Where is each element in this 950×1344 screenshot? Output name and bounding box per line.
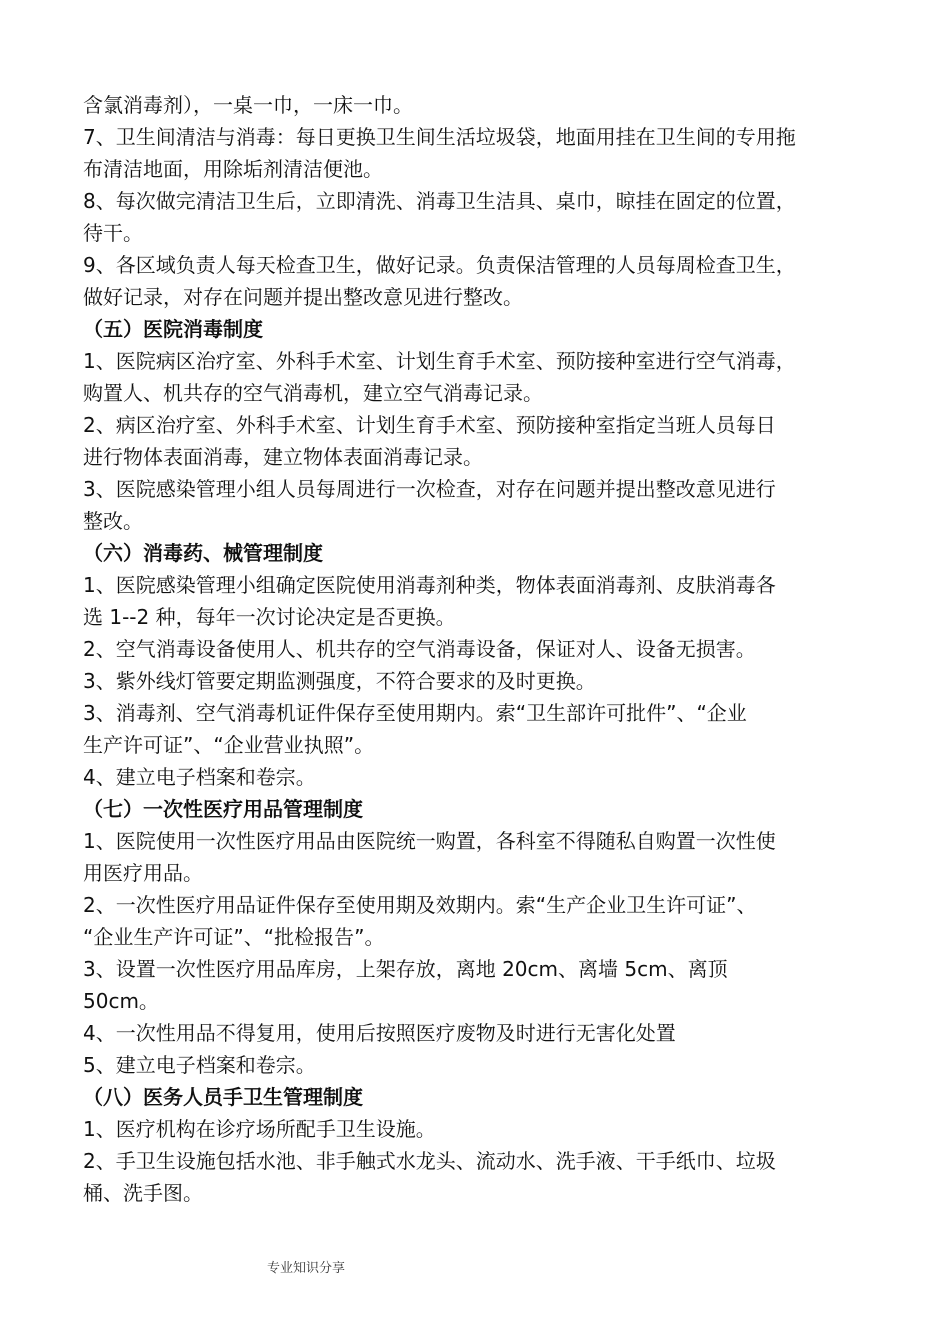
paragraph-line: 用医疗用品。 <box>83 861 203 885</box>
paragraph-line: 9、各区域负责人每天检查卫生，做好记录。负责保洁管理的人员每周检查卫生， <box>83 253 796 277</box>
paragraph-line: 3、消毒剂、空气消毒机证件保存至使用期内。索“卫生部许可批件”、“企业 <box>83 701 747 725</box>
paragraph <box>83 473 873 537</box>
section-heading <box>83 537 873 569</box>
paragraph <box>83 1049 873 1081</box>
paragraph-line: 整改。 <box>83 509 143 533</box>
paragraph <box>83 185 873 249</box>
paragraph-line: 1、医院使用一次性医疗用品由医院统一购置，各科室不得随私自购置一次性使 <box>83 829 776 853</box>
paragraph-line: “企业生产许可证”、“批检报告”。 <box>83 925 385 949</box>
paragraph-line: 8、每次做完清洁卫生后，立即清洗、消毒卫生洁具、桌巾，晾挂在固定的位置， <box>83 189 796 213</box>
paragraph-line: 含氯消毒剂），一桌一巾，一床一巾。 <box>83 93 413 117</box>
paragraph-line: 7、卫生间清洁与消毒：每日更换卫生间生活垃圾袋，地面用挂在卫生间的专用拖 <box>83 125 796 149</box>
paragraph-line: 布清洁地面，用除垢剂清洁便池。 <box>83 157 383 181</box>
paragraph <box>83 697 873 761</box>
paragraph <box>83 89 873 121</box>
paragraph <box>83 825 873 889</box>
heading-text: （八）医务人员手卫生管理制度 <box>83 1085 363 1109</box>
heading-text: （五）医院消毒制度 <box>83 317 263 341</box>
paragraph <box>83 953 873 1017</box>
paragraph-line: 3、医院感染管理小组人员每周进行一次检查，对存在问题并提出整改意见进行 <box>83 477 776 501</box>
paragraph-line: 1、医院病区治疗室、外科手术室、计划生育手术室、预防接种室进行空气消毒， <box>83 349 796 373</box>
section-heading <box>83 313 873 345</box>
heading-text: （七）一次性医疗用品管理制度 <box>83 797 363 821</box>
paragraph <box>83 1113 873 1145</box>
paragraph-line: 2、手卫生设施包括水池、非手触式水龙头、流动水、洗手液、干手纸巾、垃圾 <box>83 1149 776 1173</box>
paragraph <box>83 409 873 473</box>
paragraph <box>83 889 873 953</box>
paragraph <box>83 1145 873 1209</box>
paragraph-line: 选 1--2 种，每年一次讨论决定是否更换。 <box>83 605 456 629</box>
paragraph-line: 50cm。 <box>83 989 159 1013</box>
paragraph-line: 1、医疗机构在诊疗场所配手卫生设施。 <box>83 1117 436 1141</box>
paragraph <box>83 633 873 665</box>
paragraph-line: 2、一次性医疗用品证件保存至使用期及效期内。索“生产企业卫生许可证”、 <box>83 893 757 917</box>
paragraph <box>83 761 873 793</box>
paragraph-line: 生产许可证”、“企业营业执照”。 <box>83 733 375 757</box>
section-heading <box>83 793 873 825</box>
paragraph-line: 4、一次性用品不得复用，使用后按照医疗废物及时进行无害化处置 <box>83 1021 676 1045</box>
paragraph-line: 待干。 <box>83 221 143 245</box>
paragraph-line: 桶、洗手图。 <box>83 1181 203 1205</box>
paragraph-line: 3、设置一次性医疗用品库房，上架存放，离地 20cm、离墙 5cm、离顶 <box>83 957 728 981</box>
paragraph-line: 5、建立电子档案和卷宗。 <box>83 1053 316 1077</box>
heading-text: （六）消毒药、械管理制度 <box>83 541 323 565</box>
section-heading <box>83 1081 873 1113</box>
document-body <box>83 89 873 1209</box>
paragraph-line: 购置人、机共存的空气消毒机，建立空气消毒记录。 <box>83 381 543 405</box>
paragraph <box>83 249 873 313</box>
paragraph-line: 2、空气消毒设备使用人、机共存的空气消毒设备，保证对人、设备无损害。 <box>83 637 756 661</box>
paragraph-line: 3、紫外线灯管要定期监测强度，不符合要求的及时更换。 <box>83 669 596 693</box>
paragraph <box>83 121 873 185</box>
paragraph <box>83 1017 873 1049</box>
paragraph-line: 4、建立电子档案和卷宗。 <box>83 765 316 789</box>
paragraph-line: 1、医院感染管理小组确定医院使用消毒剂种类，物体表面消毒剂、皮肤消毒各 <box>83 573 776 597</box>
paragraph-line: 进行物体表面消毒，建立物体表面消毒记录。 <box>83 445 483 469</box>
paragraph-line: 2、病区治疗室、外科手术室、计划生育手术室、预防接种室指定当班人员每日 <box>83 413 776 437</box>
paragraph <box>83 569 873 633</box>
paragraph <box>83 345 873 409</box>
paragraph-line: 做好记录，对存在问题并提出整改意见进行整改。 <box>83 285 523 309</box>
paragraph <box>83 665 873 697</box>
page-footer: 专业知识分享 <box>267 1261 346 1276</box>
